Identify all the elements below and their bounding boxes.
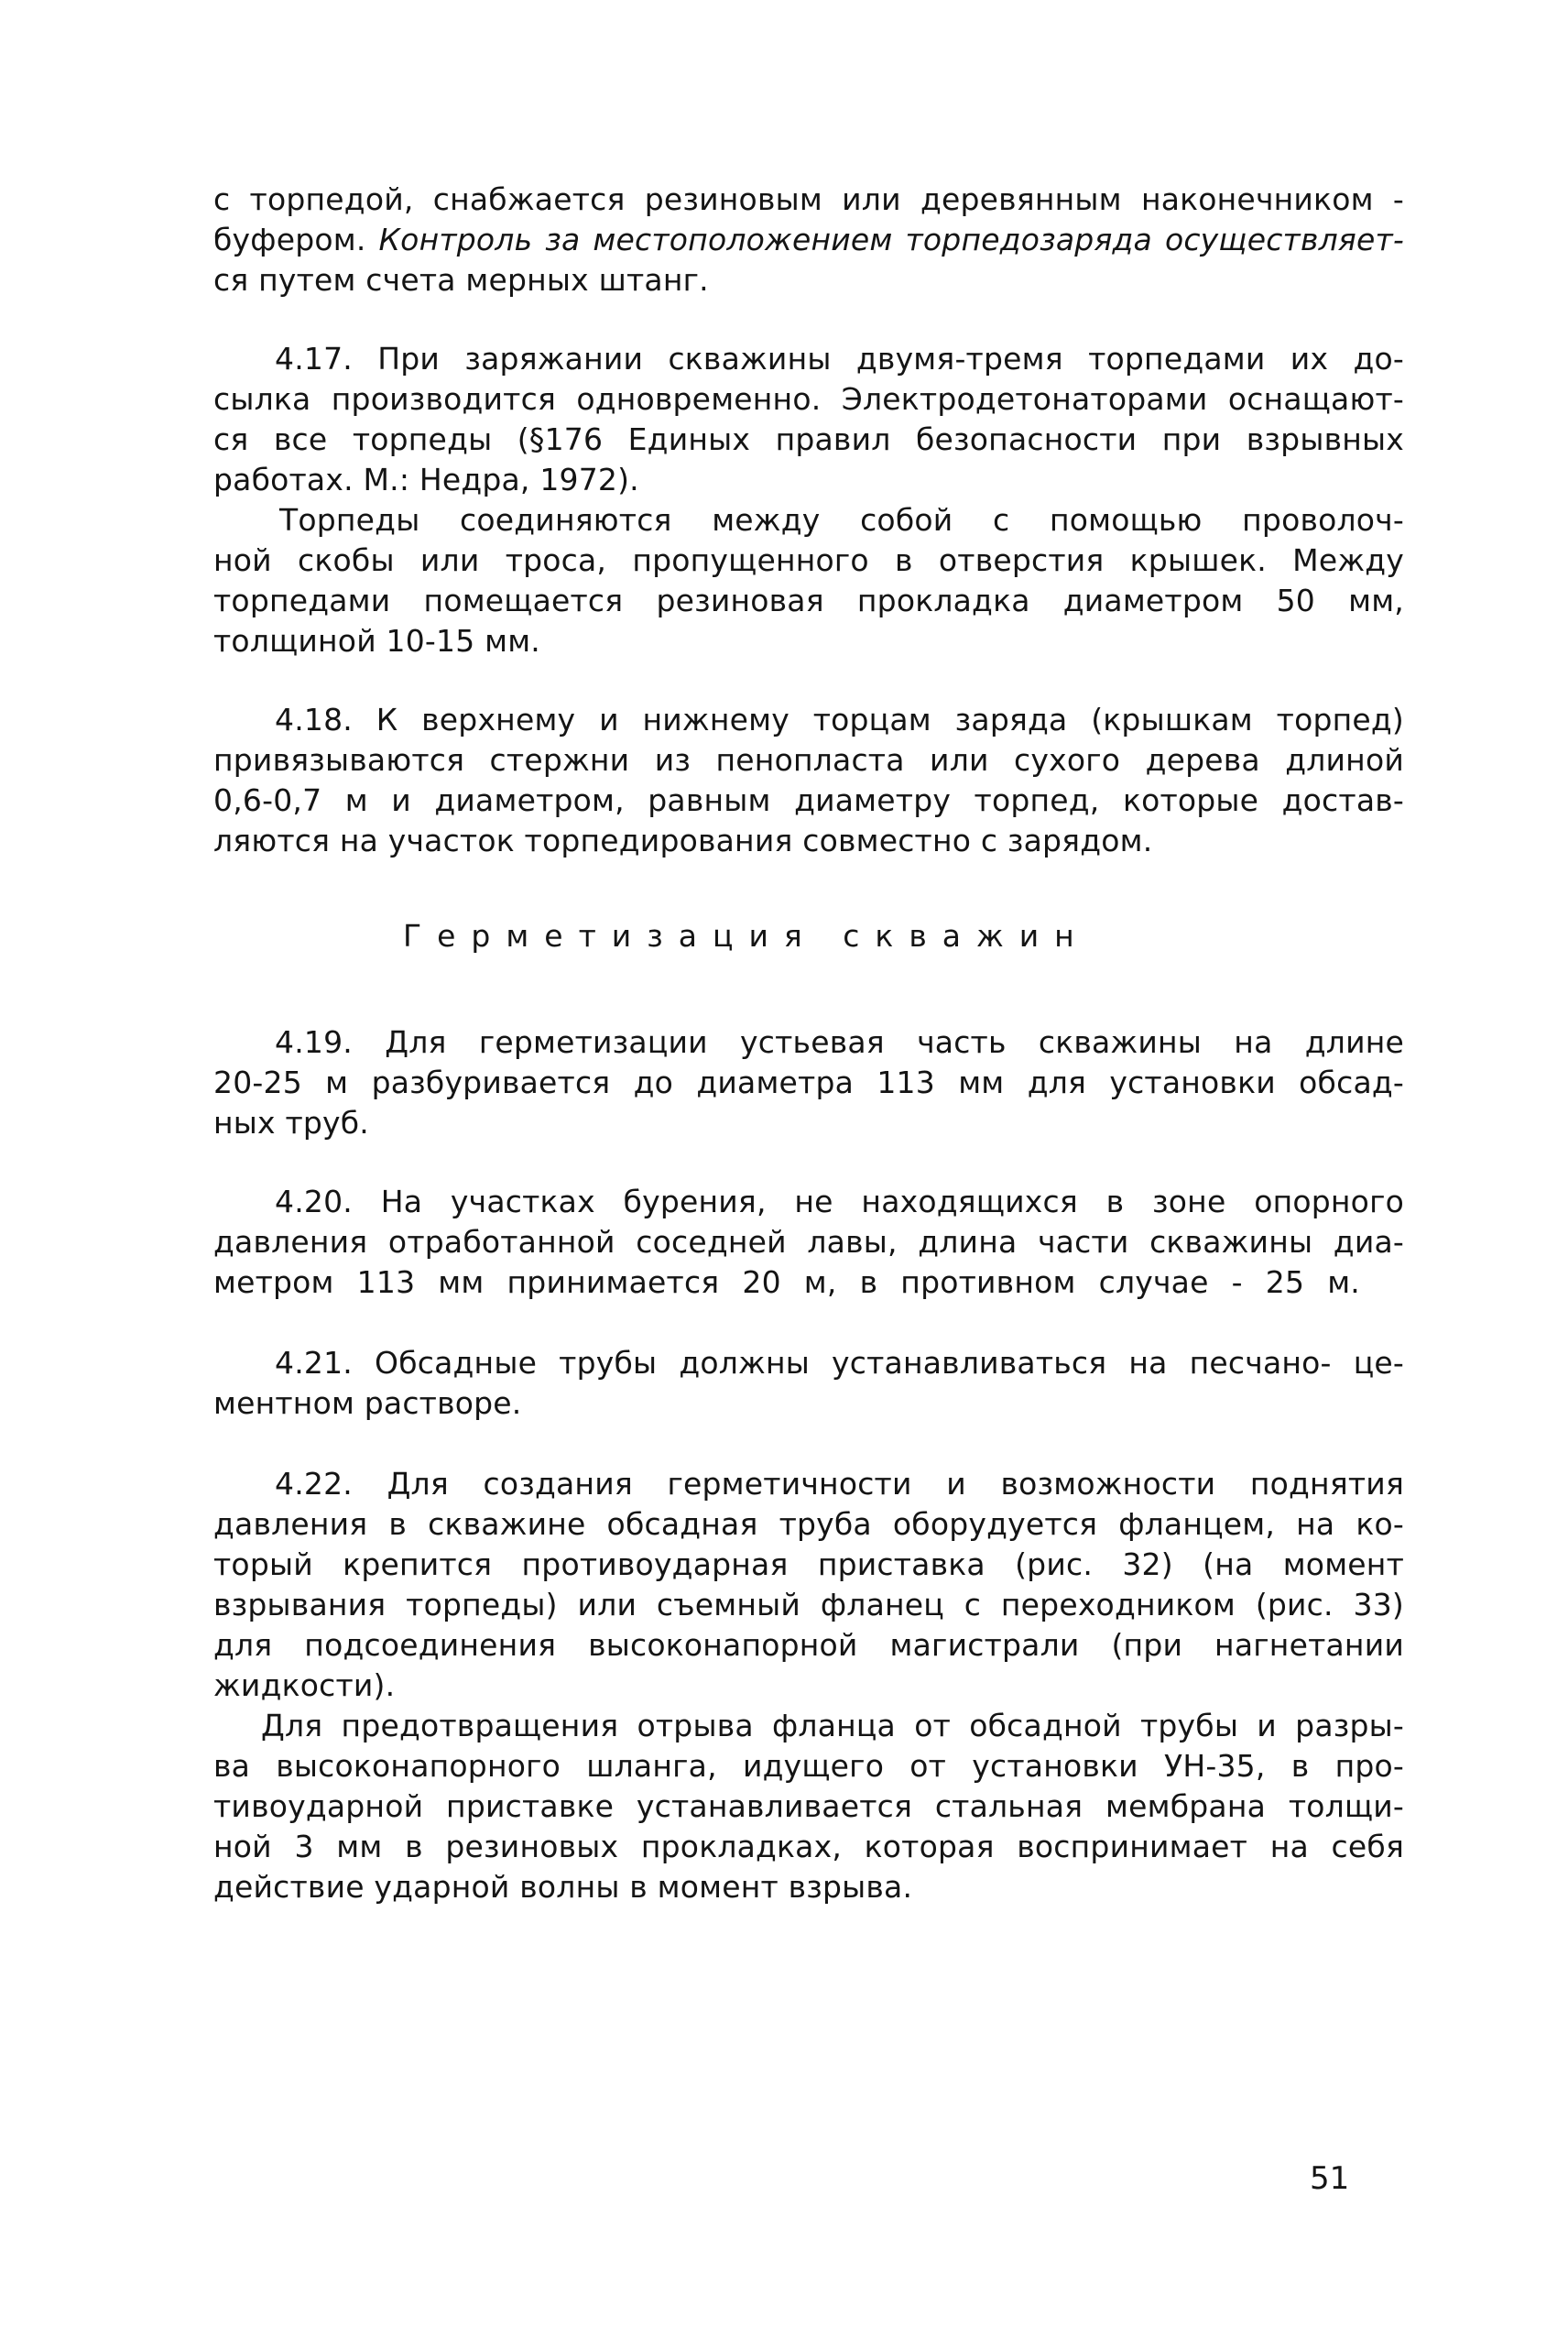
text-line: Торпеды соединяются между собой с помощью проволоч- [279, 502, 1404, 538]
text-line: Для предотвращения отрыва фланца от обсадной трубы и разры- [261, 1708, 1404, 1743]
text-line: ся путем счета мерных штанг. [213, 262, 709, 298]
page-number: 51 [1310, 2160, 1350, 2197]
text-line: 4.19. Для герметизации устьевая часть скважины на длине [275, 1024, 1404, 1060]
text-line: толщиной 10-15 мм. [213, 623, 540, 659]
text-line: ной скобы или троса, пропущенного в отверстия крышек. Между [213, 542, 1404, 578]
text-line: ментном растворе. [213, 1385, 522, 1421]
text-line: действие ударной волны в момент взрыва. [213, 1869, 913, 1905]
text-line: давления отработанной соседней лавы, длина части скважины диа- [213, 1224, 1404, 1260]
text-line: жидкости). [213, 1667, 396, 1703]
text-line: ной 3 мм в резиновых прокладках, которая воспринимает на себя [213, 1829, 1404, 1864]
text-line: ляются на участок торпедирования совместно с зарядом. [213, 823, 1153, 858]
text-line: 4.21. Обсадные трубы должны устанавливаться на песчано- це- [275, 1345, 1404, 1381]
text-line [213, 220, 1404, 260]
text-line: 20-25 м разбуривается до диаметра 113 мм для установки обсад- [213, 1065, 1404, 1100]
text-line: для подсоединения высоконапорной магистрали (при нагнетании [213, 1627, 1404, 1663]
text-line: взрывания торпеды) или съемный фланец с переходником (рис. 33) [213, 1587, 1404, 1622]
text-line: торпедами помещается резиновая прокладка диаметром 50 мм, [213, 583, 1404, 618]
text-line: 4.20. На участках бурения, не находящихся в зоне опорного [275, 1184, 1404, 1219]
text-line: давления в скважине обсадная труба оборудуется фланцем, на ко- [213, 1506, 1404, 1542]
italic-text-run: Контроль за местоположением торпедозаряда осуществляет- [378, 222, 1404, 257]
text-line: 4.18. К верхнему и нижнему торцам заряда (крышкам торпед) [275, 702, 1404, 737]
text-line: ных труб. [213, 1105, 369, 1141]
text-line: привязываются стержни из пенопласта или сухого дерева длиной [213, 742, 1404, 778]
text-line: ва высоконапорного шланга, идущего от установки УН-35, в про- [213, 1748, 1404, 1784]
text-line: торый крепится противоударная приставка (рис. 32) (на момент [213, 1546, 1404, 1582]
text-line: работах. М.: Недра, 1972). [213, 462, 639, 497]
text-line: ся все торпеды (§176 Единых правил безопасности при взрывных [213, 421, 1404, 457]
text-line: с торпедой, снабжается резиновым или деревянным наконечником - [213, 181, 1404, 217]
text-line: метром 113 мм принимается 20 м, в противном случае - 25 м. [213, 1264, 1360, 1300]
section-heading: Герметизация скважин [403, 918, 1090, 954]
text-line: 4.17. При заряжании скважины двумя-тремя торпедами их до- [275, 341, 1404, 377]
text-line: 0,6-0,7 м и диаметром, равным диаметру торпед, которые достав- [213, 782, 1404, 818]
text-line: 4.22. Для создания герметичности и возможности поднятия [275, 1466, 1404, 1502]
text-line: сылка производится одновременно. Электродетонаторами оснащают- [213, 381, 1404, 417]
text-run: буфером. [213, 222, 366, 257]
text-line: тивоударной приставке устанавливается стальная мембрана толщи- [213, 1788, 1404, 1824]
